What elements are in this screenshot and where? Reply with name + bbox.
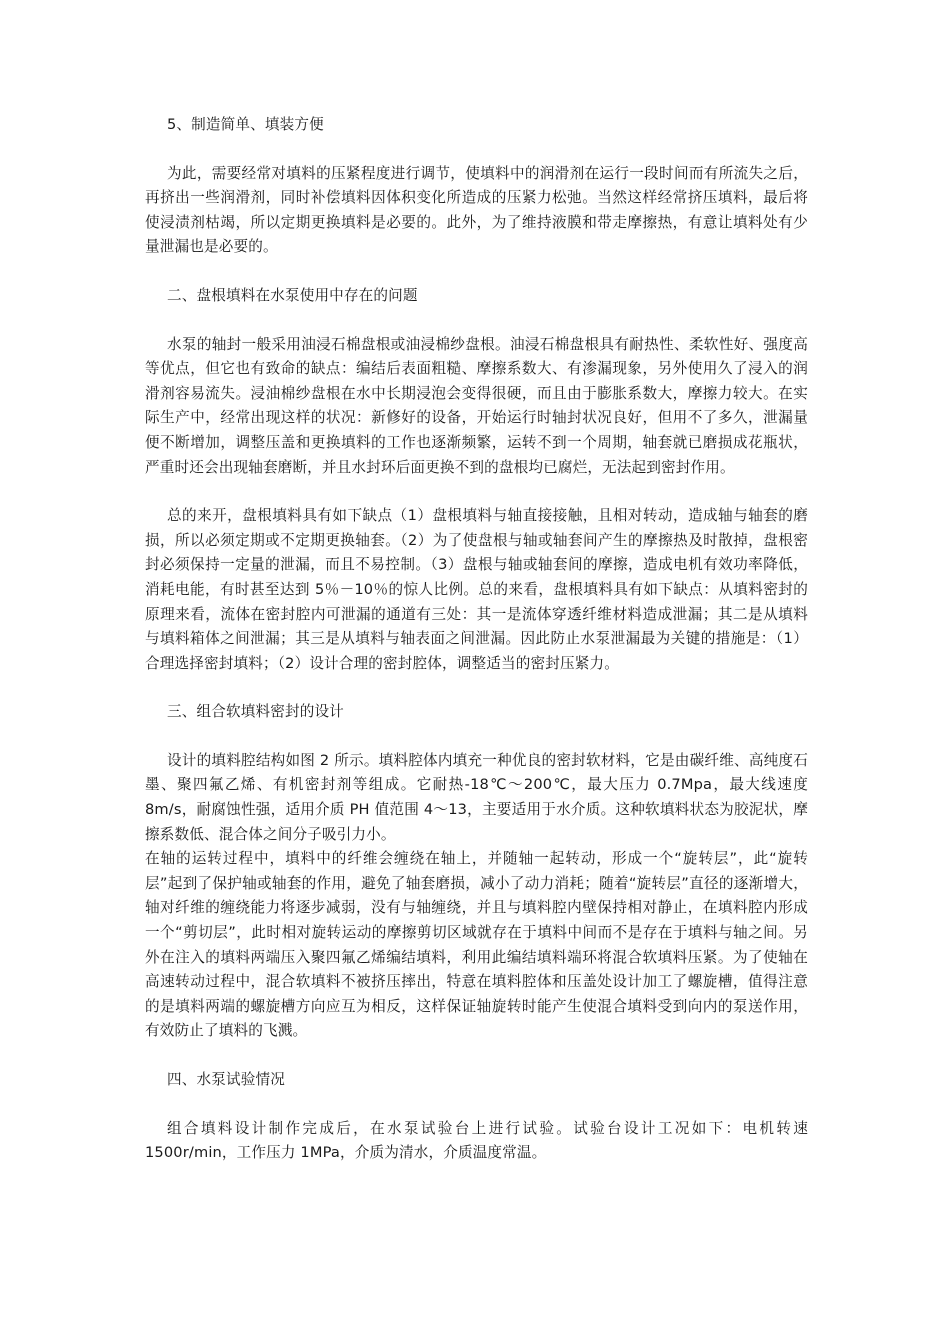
document-body bbox=[145, 113, 808, 1190]
section-heading-problems: 二、盘根填料在水泵使用中存在的问题 bbox=[167, 286, 418, 304]
section-heading-test: 四、水泵试验情况 bbox=[167, 1071, 285, 1088]
paragraph-rotating-layer: 在轴的运转过程中，填料中的纤维会缠绕在轴上，并随轴一起转动，形成一个“旋转层”，此“旋转层”起到了保护轴或轴套的作用，避免了轴套磨损，减小了动力消耗；随着“旋转层”直径的逐渐增大，轴对纤维的缠绕能力将逐步减弱，没有与轴缠绕，并且与填料腔内壁保持相对静止，在填料腔内形成一个“剪切层”，此时相对旋转运动的摩擦剪切区域就存在于填料中间而不是存在于填料与轴之间。另外在注入的填料两端压入聚四氟乙烯编结填料，利用此编结填料端环将混合软填料压紧。为了使轴在高速转动过程中，混合软填料不被挤压摔出，特意在填料腔体和压盖处设计加工了螺旋槽，值得注意的是填料两端的螺旋槽方向应互为相反，这样保证轴旋转时能产生使混合填料受到向内的泵送作用，有效防止了填料的飞溅。 bbox=[145, 850, 808, 1040]
paragraph-adjustment: 为此，需要经常对填料的压紧程度进行调节，使填料中的润滑剂在运行一段时间而有所流失之后，再挤出一些润滑剂，同时补偿填料因体积变化所造成的压紧力松弛。当然这样经常挤压填料，最后将使浸渍剂枯竭，所以定期更换填料是必要的。此外，为了维持液膜和带走摩擦热，有意让填料处有少量泄漏也是必要的。 bbox=[145, 164, 808, 256]
section-heading-design: 三、组合软填料密封的设计 bbox=[167, 703, 344, 721]
paragraph-test-conditions: 组合填料设计制作完成后，在水泵试验台上进行试验。试验台设计工况如下：电机转速 1500r/min，工作压力 1MPa，介质为清水，介质温度常温。 bbox=[145, 1119, 808, 1162]
paragraph-packing-chamber: 设计的填料腔结构如图 2 所示。填料腔体内填充一种优良的密封软材料，它是由碳纤维、高纯度石墨、聚四氟乙烯、有机密封剂等组成。它耐热-18℃～200℃，最大压力 0.7Mpa，最大线速度 8m/s，耐腐蚀性强，适用介质 PH 值范围 4～13，主要适用于水介质。这种软填料状态为胶泥状，摩擦系数低、混合体之间分子吸引力小。 bbox=[145, 751, 808, 843]
paragraph-drawbacks: 总的来开，盘根填料具有如下缺点（1）盘根填料与轴直接接触，且相对转动，造成轴与轴套的磨损，所以必须定期或不定期更换轴套。（2）为了使盘根与轴或轴套间产生的摩擦热及时散掉，盘根密封必须保持一定量的泄漏，而且不易控制。（3）盘根与轴或轴套间的摩擦，造成电机有效功率降低，消耗电能，有时甚至达到 5％－10％的惊人比例。总的来看，盘根填料具有如下缺点：从填料密封的原理来看，流体在密封腔内可泄漏的通道有三处：其一是流体穿透纤维材料造成泄漏；其二是从填料与填料箱体之间泄漏；其三是从填料与轴表面之间泄漏。因此防止水泵泄漏最为关键的措施是：（1）合理选择密封填料；（2）设计合理的密封腔体，调整适当的密封压紧力。 bbox=[145, 507, 808, 672]
paragraph-shaft-seal: 水泵的轴封一般采用油浸石棉盘根或油浸棉纱盘根。油浸石棉盘根具有耐热性、柔软性好、强度高等优点，但它也有致命的缺点：编结后表面粗糙、摩擦系数大、有渗漏现象，另外使用久了浸入的润滑剂容易流失。浸油棉纱盘根在水中长期浸泡会变得很硬，而且由于膨胀系数大，摩擦力较大。在实际生产中，经常出现这样的状况：新修好的设备，开始运行时轴封状况良好，但用不了多久，泄漏量便不断增加，调整压盖和更换填料的工作也逐渐频繁，运转不到一个周期，轴套就已磨损成花瓶状，严重时还会出现轴套磨断，并且水封环后面更换不到的盘根均已腐烂，无法起到密封作用。 bbox=[145, 335, 808, 476]
section-heading-manufacture: 5、制造简单、填装方便 bbox=[167, 116, 324, 133]
